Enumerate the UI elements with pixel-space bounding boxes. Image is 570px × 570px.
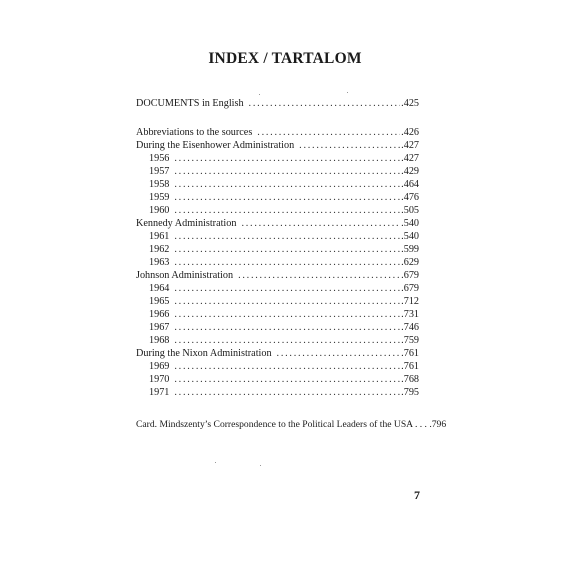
toc-entry: [136, 386, 419, 399]
dot-leader: [174, 360, 400, 373]
toc-entry: [136, 295, 419, 308]
toc-entry: [136, 243, 419, 256]
toc-entry-page: .429: [401, 166, 419, 177]
toc-entry: [136, 321, 419, 334]
toc-entry-page: .427: [401, 140, 419, 151]
toc-entry: [136, 126, 419, 139]
toc-entry: [136, 360, 419, 373]
dot-leader: [174, 256, 400, 269]
toc-entry-page: .759: [401, 335, 419, 346]
toc-entry-page: .629: [401, 257, 419, 268]
dot-leader: [238, 269, 400, 282]
toc-entry: [136, 347, 419, 360]
toc-entry-label: Johnson Administration: [136, 270, 234, 281]
toc-entry-label: 1967: [149, 322, 170, 333]
dot-leader: [174, 282, 400, 295]
toc-entry-page: .464: [401, 179, 419, 190]
toc-entry-label: 1960: [149, 205, 170, 216]
toc-entry-page: .712: [401, 296, 419, 307]
toc-entry: [136, 178, 419, 191]
toc-entry-label: 1959: [149, 192, 170, 203]
toc-entry-page: .426: [401, 127, 419, 138]
scan-speck: [259, 94, 260, 95]
toc-entry: [136, 373, 419, 386]
toc-entry-page: .761: [401, 361, 419, 372]
toc-entry-label: 1963: [149, 257, 170, 268]
toc-entry-label: 1956: [149, 153, 170, 164]
toc-entry-page: .540: [401, 231, 419, 242]
toc-entry-label: 1965: [149, 296, 170, 307]
dot-leader: [174, 230, 400, 243]
page-number: 7: [414, 488, 420, 502]
dot-leader: [277, 347, 401, 360]
dot-leader: [249, 97, 401, 110]
page-title: INDEX / TARTALOM: [208, 50, 362, 67]
toc-entry-page: .505: [401, 205, 419, 216]
toc-entry: [136, 256, 419, 269]
toc-entry-page: .761: [401, 348, 419, 359]
scan-speck: [215, 462, 216, 463]
toc-entry-label: Kennedy Administration: [136, 218, 237, 229]
toc-entry: [136, 165, 419, 178]
dot-leader: [174, 295, 400, 308]
toc-entry-label: 1957: [149, 166, 170, 177]
toc-entry-page: .679: [401, 283, 419, 294]
toc-entry: [136, 152, 419, 165]
toc-entry-label: During the Eisenhower Administration: [136, 140, 295, 151]
toc-entry-label: 1958: [149, 179, 170, 190]
toc-entry-label: 1970: [149, 374, 170, 385]
dot-leader: [174, 191, 400, 204]
dot-leader: [174, 321, 400, 334]
scan-speck: [347, 92, 348, 93]
dot-leader: [174, 373, 400, 386]
dot-leader: [257, 126, 400, 139]
toc-entry-label: Abbreviations to the sources: [136, 127, 253, 138]
toc-entry: [136, 139, 419, 152]
toc-entry-label: During the Nixon Administration: [136, 348, 272, 359]
toc-entry: [136, 269, 419, 282]
dot-leader: [174, 165, 400, 178]
toc-entry-label: 1964: [149, 283, 170, 294]
toc-entry-page: .746: [401, 322, 419, 333]
toc-entry-page: .540: [401, 218, 419, 229]
toc-entry: [136, 308, 419, 321]
toc-entry: [136, 282, 419, 295]
dot-leader: [174, 178, 400, 191]
toc-entry-label: 1966: [149, 309, 170, 320]
dot-leader: [174, 334, 400, 347]
toc-entry-label: DOCUMENTS in English: [136, 98, 244, 109]
dot-leader: [174, 308, 400, 321]
toc-entry-label: 1971: [149, 387, 170, 398]
toc-entry: [136, 191, 419, 204]
dot-leader: [174, 204, 400, 217]
toc-entry-label: 1969: [149, 361, 170, 372]
dot-leader: [174, 243, 400, 256]
toc-entry-label: 1961: [149, 231, 170, 242]
toc-entry-page: .425: [401, 98, 419, 109]
dot-leader: [299, 139, 400, 152]
toc-entry-page: .476: [401, 192, 419, 203]
toc-entry-page: .427: [401, 153, 419, 164]
toc-entry: [136, 334, 419, 347]
toc-entry: [136, 217, 419, 230]
toc-entry-page: .679: [401, 270, 419, 281]
toc-entry-page: .731: [401, 309, 419, 320]
toc-entry: [136, 204, 419, 217]
toc-entry-label: 1968: [149, 335, 170, 346]
toc-entry: [136, 230, 419, 243]
toc-entry-page: .795: [401, 387, 419, 398]
dot-leader: [241, 217, 400, 230]
dot-leader: [174, 152, 400, 165]
dot-leader: [174, 386, 400, 399]
toc-entry-page: .768: [401, 374, 419, 385]
toc-entry-correspondence: Card. Mindszenty’s Correspondence to the Political Leaders of the USA . . . .796: [136, 419, 447, 430]
toc-entry: [136, 97, 419, 110]
scan-speck: [260, 465, 261, 466]
toc-entry-label: 1962: [149, 244, 170, 255]
toc-entry-page: .599: [401, 244, 419, 255]
